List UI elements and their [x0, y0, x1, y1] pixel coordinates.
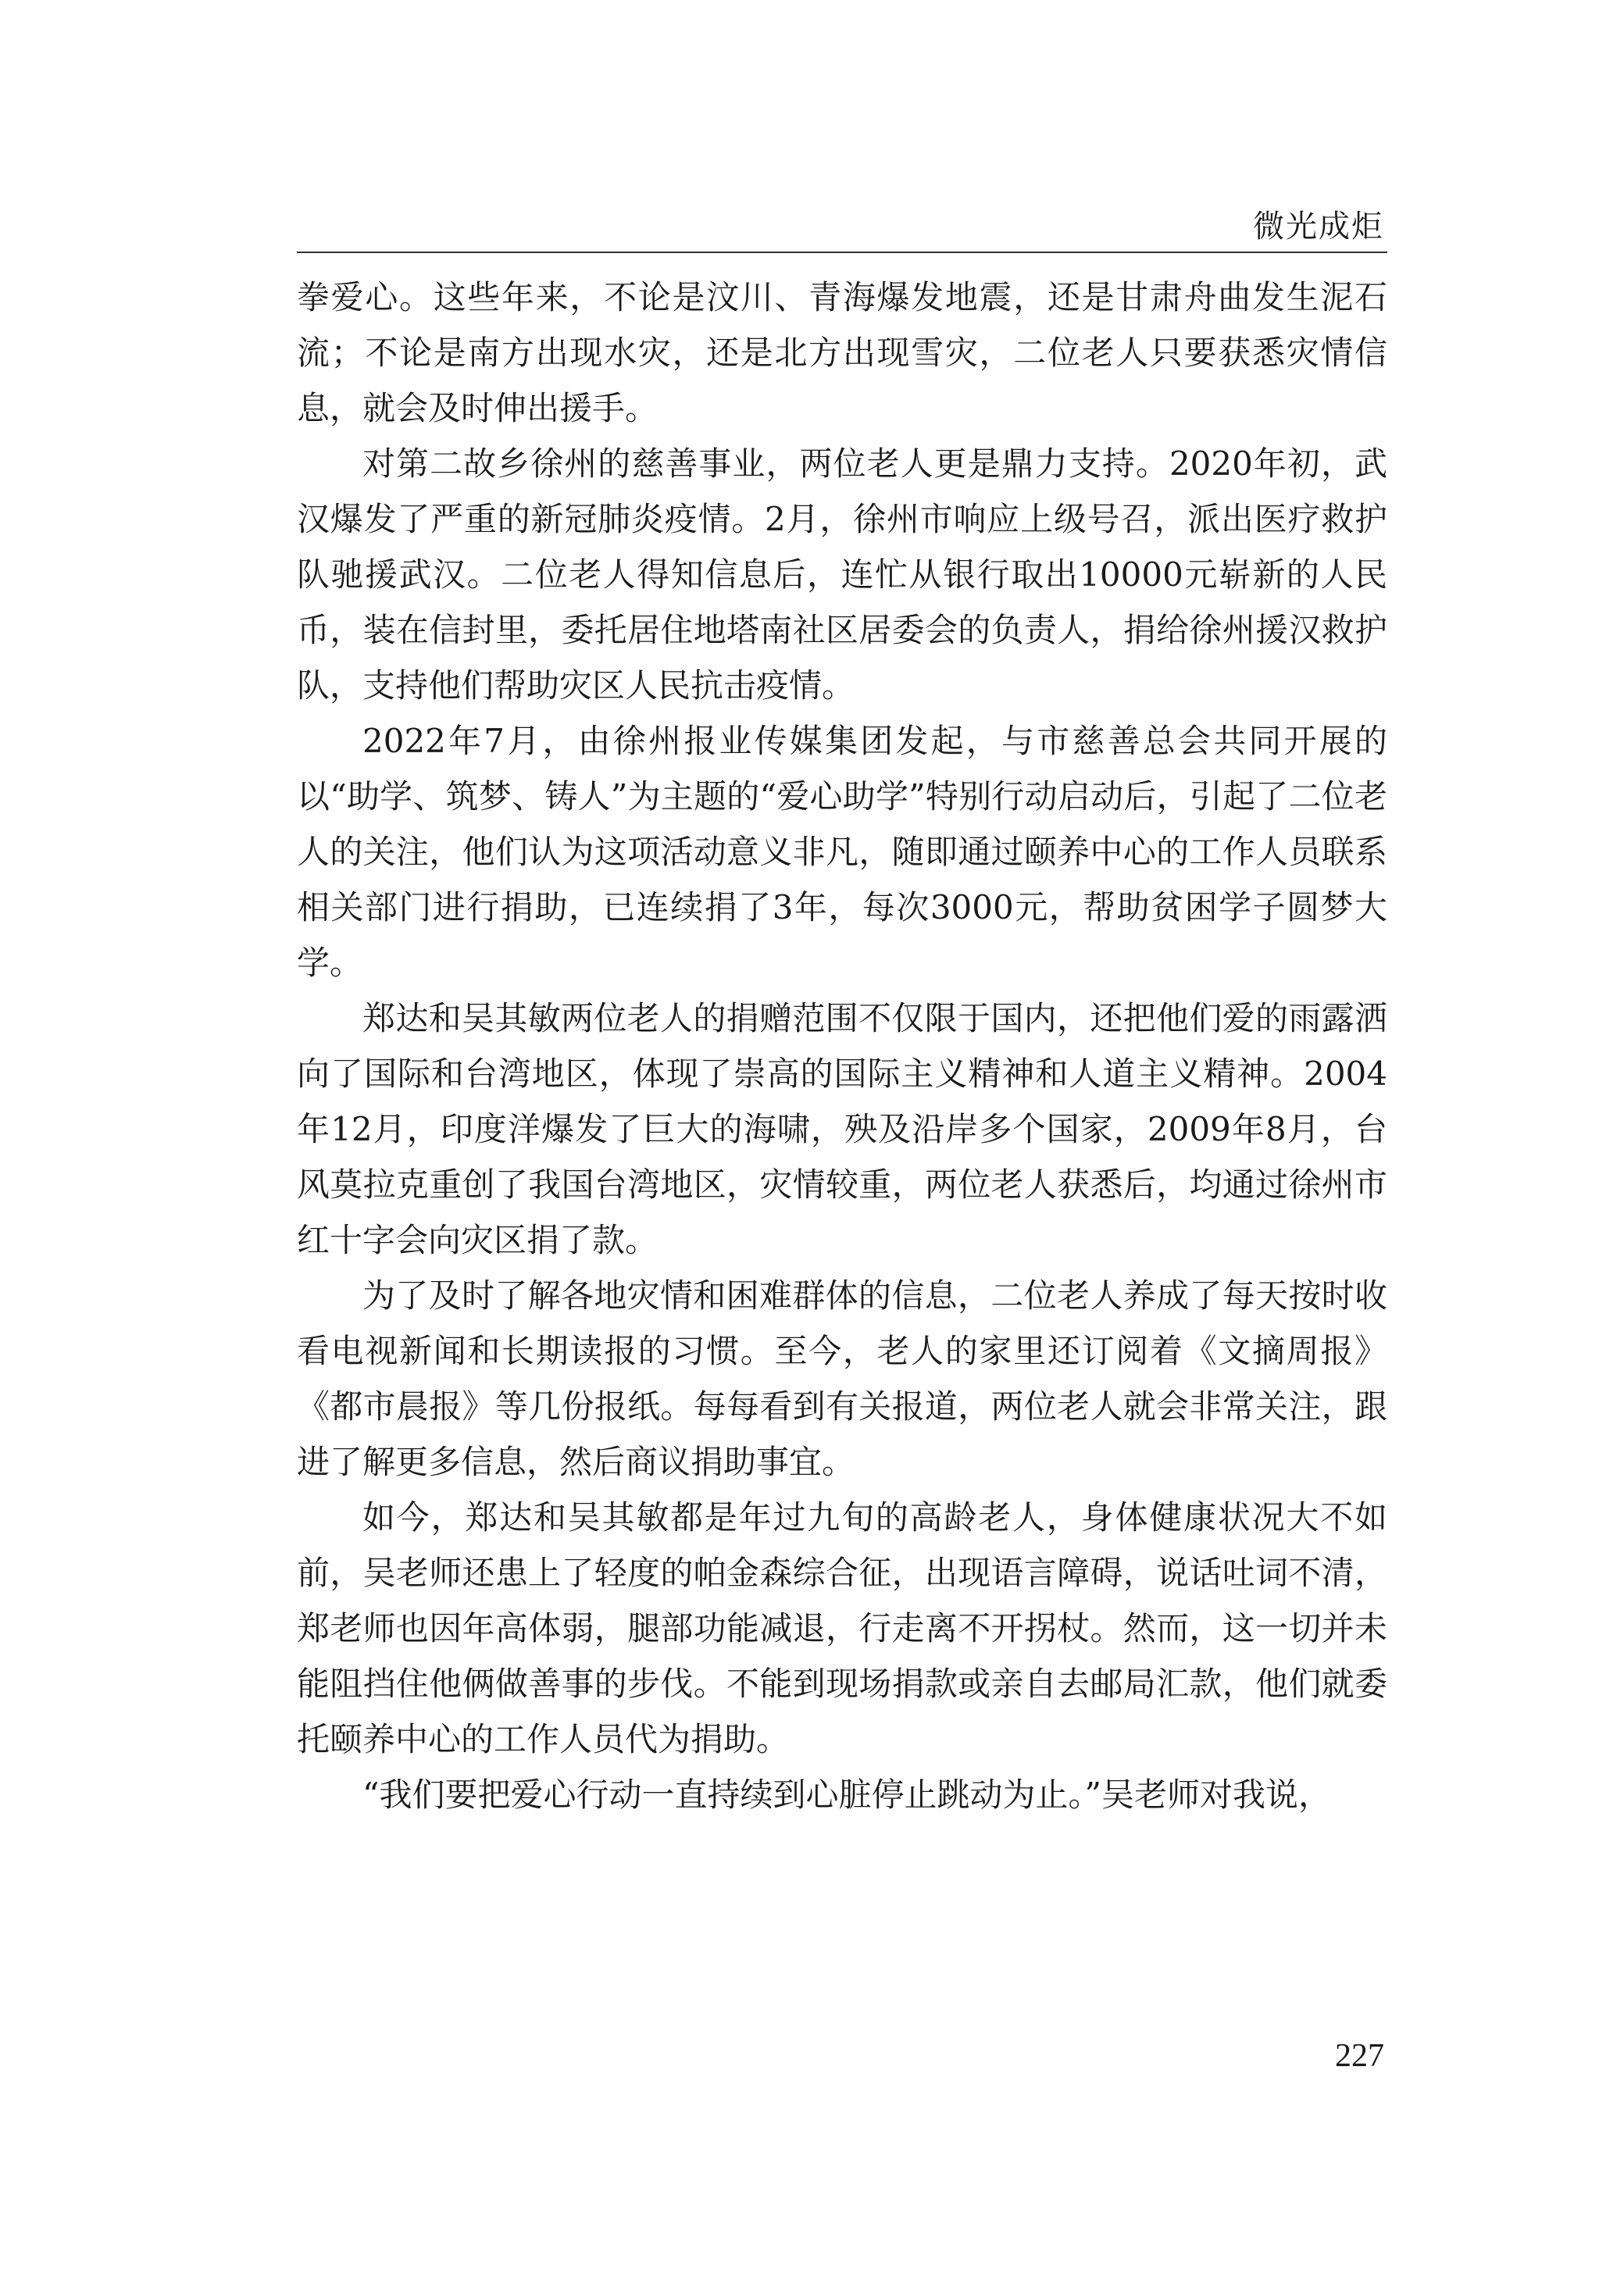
paragraph: 如今，郑达和吴其敏都是年过九旬的高龄老人，身体健康状况大不如前，吴老师还患上了轻度的帕金森综合征，出现语言障碍，说话吐词不清，郑老师也因年高体弱，腿部功能减退，行走离不开拐杖。然而，这一切并未能阻挡住他俩做善事的步伐。不能到现场捐款或亲自去邮局汇款，他们就委托颐养中心的工作人员代为捐助。: [297, 1498, 1387, 1758]
paragraph: 郑达和吴其敏两位老人的捐赠范围不仅限于国内，还把他们爱的雨露洒向了国际和台湾地区，体现了崇高的国际主义精神和人道主义精神。2004年12月，印度洋爆发了巨大的海啸，殃及沿岸多个国家，2009年8月，台风莫拉克重创了我国台湾地区，灾情较重，两位老人获悉后，均通过徐州市红十字会向灾区捐了款。: [297, 999, 1387, 1259]
page-number: 227: [1335, 2038, 1384, 2074]
paragraph: “我们要把爱心行动一直持续到心脏停止跳动为止。”吴老师对我说，: [362, 1776, 1331, 1814]
paragraph: 为了及时了解各地灾情和困难群体的信息，二位老人养成了每天按时收看电视新闻和长期读报的习惯。至今，老人的家里还订阅着《文摘周报》《都市晨报》等几份报纸。每每看到有关报道，两位老人就会非常关注，跟进了解更多信息，然后商议捐助事宜。: [297, 1276, 1387, 1481]
paragraph: 对第二故乡徐州的慈善事业，两位老人更是鼎力支持。2020年初，武汉爆发了严重的新冠肺炎疫情。2月，徐州市响应上级号召，派出医疗救护队驰援武汉。二位老人得知信息后，连忙从银行取出10000元崭新的人民币，装在信封里，委托居住地塔南社区居委会的负责人，捐给徐州援汉救护队，支持他们帮助灾区人民抗击疫情。: [297, 444, 1387, 705]
running-title: 微光成炬: [1253, 209, 1384, 244]
paragraph: 2022年7月，由徐州报业传媒集团发起，与市慈善总会共同开展的以“助学、筑梦、铸人”为主题的“爱心助学”特别行动启动后，引起了二位老人的关注，他们认为这项活动意义非凡，随即通过颐养中心的工作人员联系相关部门进行捐助，已连续捐了3年，每次3000元，帮助贫困学子圆梦大学。: [297, 722, 1387, 982]
header-rule: [297, 252, 1387, 253]
body-text: [297, 269, 1387, 1822]
paragraph-continued: 拳爱心。这些年来，不论是汶川、青海爆发地震，还是甘肃舟曲发生泥石流；不论是南方出现水灾，还是北方出现雪灾，二位老人只要获悉灾情信息，就会及时伸出援手。: [297, 278, 1387, 427]
